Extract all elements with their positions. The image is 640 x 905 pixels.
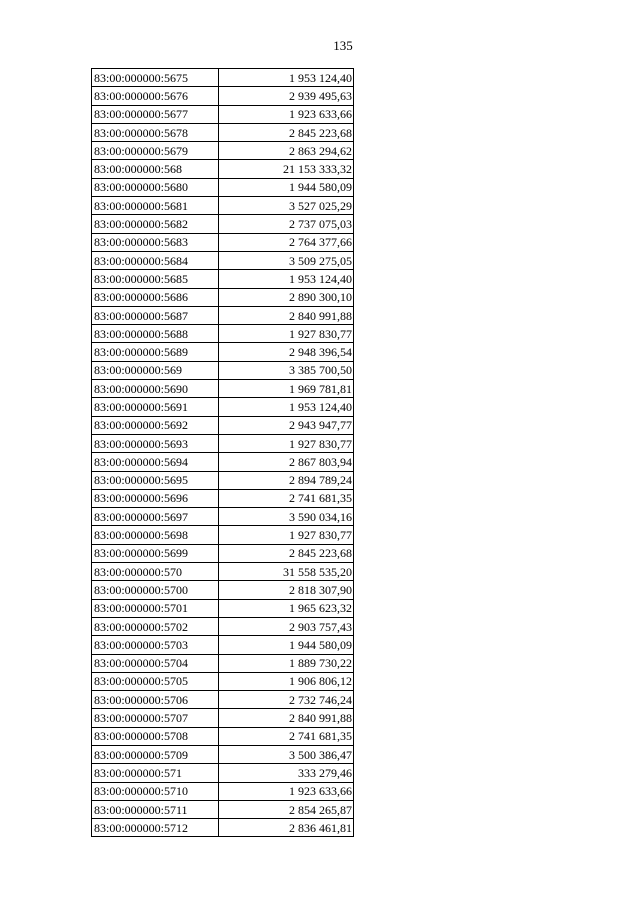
value-cell: 2 863 294,62 <box>219 142 354 160</box>
value-cell: 2 939 495,63 <box>219 87 354 105</box>
cadastral-number-cell: 83:00:000000:5709 <box>92 745 219 763</box>
cadastral-number-cell: 83:00:000000:5687 <box>92 306 219 324</box>
table-row <box>92 581 354 599</box>
table-row <box>92 251 354 269</box>
table-row <box>92 142 354 160</box>
table-row <box>92 544 354 562</box>
cadastral-number-cell: 83:00:000000:5679 <box>92 142 219 160</box>
value-cell: 1 923 633,66 <box>219 782 354 800</box>
cadastral-number-cell: 83:00:000000:5676 <box>92 87 219 105</box>
table-row <box>92 69 354 87</box>
table-row <box>92 709 354 727</box>
value-cell: 2 741 681,35 <box>219 727 354 745</box>
table-row <box>92 105 354 123</box>
cadastral-number-cell: 83:00:000000:5712 <box>92 819 219 837</box>
cadastral-number-cell: 83:00:000000:5691 <box>92 398 219 416</box>
table-row <box>92 508 354 526</box>
table-row <box>92 123 354 141</box>
cadastral-number-cell: 83:00:000000:5703 <box>92 636 219 654</box>
table-row <box>92 306 354 324</box>
cadastral-value-table <box>91 68 354 837</box>
table-row <box>92 325 354 343</box>
value-cell: 2 943 947,77 <box>219 416 354 434</box>
table-row <box>92 636 354 654</box>
table-row <box>92 398 354 416</box>
table-row <box>92 471 354 489</box>
cadastral-number-cell: 83:00:000000:5685 <box>92 270 219 288</box>
table-row <box>92 197 354 215</box>
cadastral-number-cell: 83:00:000000:5698 <box>92 526 219 544</box>
value-cell: 1 927 830,77 <box>219 325 354 343</box>
value-cell: 21 153 333,32 <box>219 160 354 178</box>
cadastral-number-cell: 83:00:000000:5682 <box>92 215 219 233</box>
cadastral-number-cell: 83:00:000000:5704 <box>92 654 219 672</box>
cadastral-number-cell: 83:00:000000:5681 <box>92 197 219 215</box>
value-cell: 3 385 700,50 <box>219 361 354 379</box>
table-row <box>92 691 354 709</box>
cadastral-number-cell: 83:00:000000:5696 <box>92 489 219 507</box>
table-row <box>92 215 354 233</box>
table-row <box>92 434 354 452</box>
value-cell: 1 969 781,81 <box>219 380 354 398</box>
table-row <box>92 160 354 178</box>
cadastral-number-cell: 83:00:000000:5708 <box>92 727 219 745</box>
cadastral-number-cell: 83:00:000000:5700 <box>92 581 219 599</box>
value-cell: 1 953 124,40 <box>219 270 354 288</box>
value-cell: 1 944 580,09 <box>219 178 354 196</box>
table-row <box>92 178 354 196</box>
cadastral-number-cell: 83:00:000000:5697 <box>92 508 219 526</box>
cadastral-number-cell: 83:00:000000:569 <box>92 361 219 379</box>
cadastral-number-cell: 83:00:000000:5694 <box>92 453 219 471</box>
table-row <box>92 87 354 105</box>
value-cell: 2 890 300,10 <box>219 288 354 306</box>
value-cell: 1 944 580,09 <box>219 636 354 654</box>
value-cell: 2 845 223,68 <box>219 123 354 141</box>
value-cell: 1 906 806,12 <box>219 672 354 690</box>
cadastral-number-cell: 83:00:000000:5689 <box>92 343 219 361</box>
table-row <box>92 288 354 306</box>
table-row <box>92 270 354 288</box>
cadastral-number-cell: 83:00:000000:5690 <box>92 380 219 398</box>
cadastral-number-cell: 83:00:000000:5707 <box>92 709 219 727</box>
value-cell: 1 953 124,40 <box>219 69 354 87</box>
table-row <box>92 453 354 471</box>
value-cell: 1 965 623,32 <box>219 599 354 617</box>
cadastral-number-cell: 83:00:000000:5702 <box>92 617 219 635</box>
cadastral-number-cell: 83:00:000000:5711 <box>92 800 219 818</box>
value-cell: 2 737 075,03 <box>219 215 354 233</box>
cadastral-number-cell: 83:00:000000:5675 <box>92 69 219 87</box>
value-cell: 2 818 307,90 <box>219 581 354 599</box>
cadastral-number-cell: 83:00:000000:5693 <box>92 434 219 452</box>
table-row <box>92 764 354 782</box>
cadastral-number-cell: 83:00:000000:5701 <box>92 599 219 617</box>
table-row <box>92 782 354 800</box>
value-cell: 2 854 265,87 <box>219 800 354 818</box>
page-number: 135 <box>333 38 353 53</box>
value-cell: 2 840 991,88 <box>219 306 354 324</box>
table-row <box>92 526 354 544</box>
value-cell: 2 845 223,68 <box>219 544 354 562</box>
cadastral-number-cell: 83:00:000000:568 <box>92 160 219 178</box>
table-row <box>92 380 354 398</box>
cadastral-number-cell: 83:00:000000:570 <box>92 563 219 581</box>
value-cell: 333 279,46 <box>219 764 354 782</box>
value-cell: 3 527 025,29 <box>219 197 354 215</box>
table-row <box>92 361 354 379</box>
value-cell: 2 732 746,24 <box>219 691 354 709</box>
value-cell: 2 867 803,94 <box>219 453 354 471</box>
table-row <box>92 416 354 434</box>
table-row <box>92 819 354 837</box>
cadastral-number-cell: 83:00:000000:5683 <box>92 233 219 251</box>
table-row <box>92 727 354 745</box>
cadastral-number-cell: 83:00:000000:5705 <box>92 672 219 690</box>
value-cell: 2 840 991,88 <box>219 709 354 727</box>
table-row <box>92 563 354 581</box>
value-cell: 1 923 633,66 <box>219 105 354 123</box>
cadastral-number-cell: 83:00:000000:5680 <box>92 178 219 196</box>
table-body <box>92 69 354 837</box>
value-cell: 2 903 757,43 <box>219 617 354 635</box>
value-cell: 1 927 830,77 <box>219 526 354 544</box>
cadastral-number-cell: 83:00:000000:5710 <box>92 782 219 800</box>
cadastral-number-cell: 83:00:000000:5692 <box>92 416 219 434</box>
value-cell: 2 894 789,24 <box>219 471 354 489</box>
value-cell: 31 558 535,20 <box>219 563 354 581</box>
value-cell: 2 836 461,81 <box>219 819 354 837</box>
cadastral-number-cell: 83:00:000000:5686 <box>92 288 219 306</box>
value-cell: 3 500 386,47 <box>219 745 354 763</box>
cadastral-number-cell: 83:00:000000:5678 <box>92 123 219 141</box>
value-cell: 3 590 034,16 <box>219 508 354 526</box>
table-row <box>92 745 354 763</box>
value-cell: 2 741 681,35 <box>219 489 354 507</box>
value-cell: 3 509 275,05 <box>219 251 354 269</box>
value-cell: 1 927 830,77 <box>219 434 354 452</box>
value-cell: 1 953 124,40 <box>219 398 354 416</box>
table-row <box>92 617 354 635</box>
cadastral-number-cell: 83:00:000000:5688 <box>92 325 219 343</box>
table-row <box>92 233 354 251</box>
cadastral-number-cell: 83:00:000000:571 <box>92 764 219 782</box>
value-cell: 1 889 730,22 <box>219 654 354 672</box>
cadastral-number-cell: 83:00:000000:5695 <box>92 471 219 489</box>
table-row <box>92 654 354 672</box>
cadastral-number-cell: 83:00:000000:5699 <box>92 544 219 562</box>
cadastral-number-cell: 83:00:000000:5706 <box>92 691 219 709</box>
cadastral-number-cell: 83:00:000000:5684 <box>92 251 219 269</box>
table-row <box>92 489 354 507</box>
table-row <box>92 672 354 690</box>
value-cell: 2 764 377,66 <box>219 233 354 251</box>
table-row <box>92 800 354 818</box>
cadastral-number-cell: 83:00:000000:5677 <box>92 105 219 123</box>
value-cell: 2 948 396,54 <box>219 343 354 361</box>
table-row <box>92 343 354 361</box>
table-row <box>92 599 354 617</box>
